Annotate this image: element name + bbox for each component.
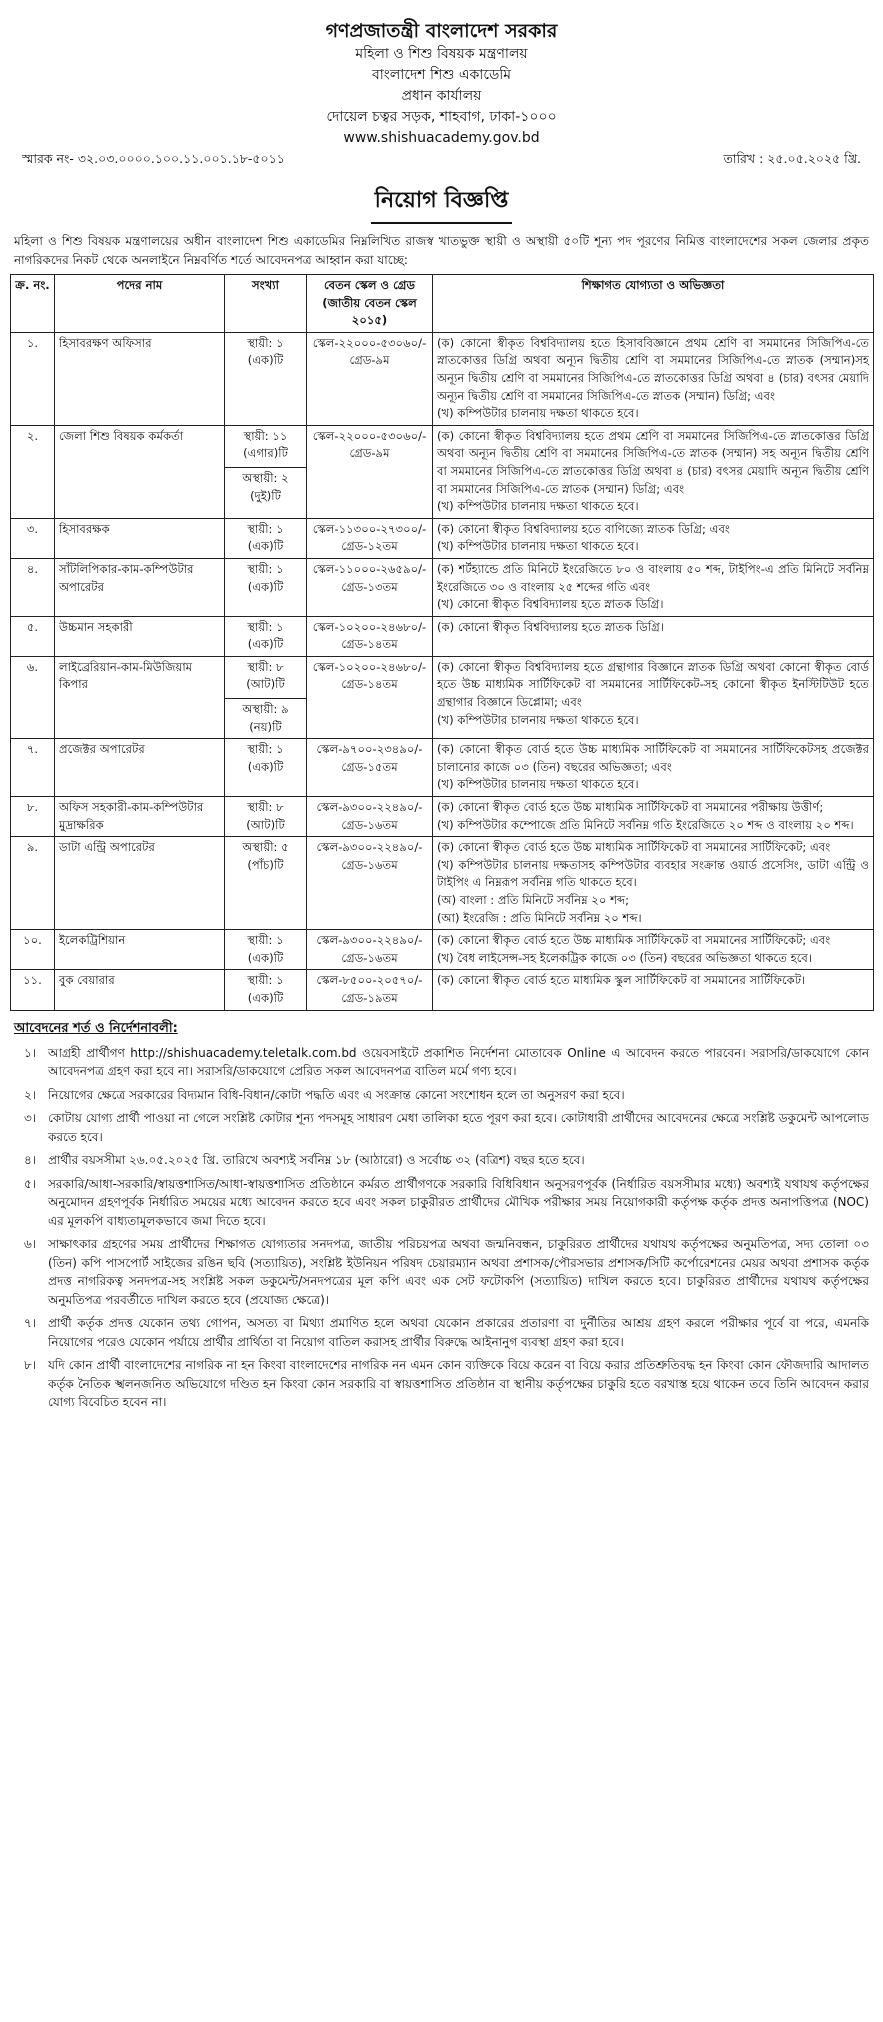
condition-number: ৮। xyxy=(24,1358,37,1373)
post-name-cell: ইলেকট্রিশিয়ান xyxy=(55,930,225,970)
condition-item xyxy=(14,1175,869,1231)
memo-row xyxy=(10,151,873,171)
serial-cell: ৭. xyxy=(11,739,55,797)
pay-scale-cell: স্কেল-১১৩০০-২৭৩০০/- গ্রেড-১২তম xyxy=(307,518,433,558)
quantity-cell xyxy=(225,656,307,738)
post-name-cell: অফিস সহকারী-কাম-কম্পিউটার মুদ্রাক্ষরিক xyxy=(55,797,225,837)
qualification-line: (খ) কোনো স্বীকৃত বিশ্ববিদ্যালয় হতে স্নাতক ডিগ্রি। xyxy=(437,597,664,612)
qualification-line: (খ) কম্পিউটার চালনায় দক্ষতা থাকতে হবে। xyxy=(437,499,639,514)
condition-item xyxy=(14,1356,869,1412)
serial-cell: ৮. xyxy=(11,797,55,837)
qualification-line: (খ) কম্পিউটার চালনায় দক্ষতাসহ কম্পিউটার ব্যবহার সংক্রান্ত ওয়ার্ড প্রসেসিং, ডাটা এন্ট্রি ও টাইপিং এ নিম্নরূপ সর্বনিম্ন গতি থাকতে হবে। xyxy=(437,857,869,890)
condition-number: ৬। xyxy=(24,1237,37,1252)
condition-text: নিয়োগের ক্ষেত্রে সরকারের বিদ্যমান বিধি-বিধান/কোটা পদ্ধতি এবং এ সংক্রান্ত কোনো সংশোধন হলে তা অনুসরণ করা হবে। xyxy=(48,1087,625,1102)
vacancy-table xyxy=(10,274,874,1011)
notice-title xyxy=(10,183,873,224)
qualification-cell xyxy=(433,970,874,1010)
quantity-cell xyxy=(225,739,307,797)
quantity-entry: অস্থায়ী: ৫ (পাঁচ)টি xyxy=(242,840,289,872)
condition-text: প্রার্থীর বয়সসীমা ২৬.০৫.২০২৫ খ্রি. তারিখে অবশ্যই সর্বনিম্ন ১৮ (আঠারো) ও সর্বোচ্চ ৩২ (বত্রিশ) বছর হতে হবে। xyxy=(48,1153,585,1168)
qualification-line: (খ) কম্পিউটার চালনায় দক্ষতা থাকতে হবে। xyxy=(437,539,639,554)
qualification-line: (ক) শর্টহ্যান্ডে প্রতি মিনিটে ইংরেজিতে ৮০ ও বাংলায় ৫০ শব্দ, টাইপিং-এ প্রতি মিনিটে সর্বনিম্ন ইংরেজিতে ৩০ ও বাংলায় ২৫ শব্দের গতি এবং xyxy=(437,561,869,594)
pay-scale-cell: স্কেল-৯৩০০-২২৪৯০/- গ্রেড-১৬তম xyxy=(307,837,433,930)
table-row xyxy=(11,616,874,656)
quantity-cell xyxy=(225,837,307,930)
qualification-line: (ক) কোনো স্বীকৃত বোর্ড হতে উচ্চ মাধ্যমিক সার্টিফিকেট বা সমমানের সার্টিফিকেট; এবং xyxy=(437,840,831,855)
table-header-row xyxy=(11,275,874,333)
pay-scale-cell: স্কেল-১১০০০-২৬৫৯০/- গ্রেড-১৩তম xyxy=(307,558,433,616)
quantity-entry: স্থায়ী: ১ (এক)টি xyxy=(247,521,284,554)
table-row xyxy=(11,837,874,930)
condition-text: আগ্রহী প্রার্থীগণ http://shishuacademy.teletalk.com.bd ওয়েবসাইটে প্রকাশিত নির্দেশনা মোতাবেক Online এ আবেদন করতে পারবেন। সরাসরি/ডাকযোগে কোন আবেদনপত্র গ্রহণ করা হবে না। সরাসরি/ডাকযোগে প্রেরিত সকল আবেদনপত্র বাতিল মর্মে গণ্য হবে। xyxy=(48,1045,869,1079)
quantity-entry: স্থায়ী: ১ (এক)টি xyxy=(247,561,284,594)
condition-item xyxy=(14,1314,869,1351)
quantity-entry: অস্থায়ী: ৯ (নয়)টি xyxy=(225,698,306,736)
qualification-cell xyxy=(433,425,874,518)
table-row xyxy=(11,970,874,1010)
pay-scale-cell: স্কেল-৮৫০০-২০৫৭০/- গ্রেড-১৯তম xyxy=(307,970,433,1010)
post-name-cell: লাইব্রেরিয়ান-কাম-মিউজিয়াম কিপার xyxy=(55,656,225,738)
qualification-cell xyxy=(433,616,874,656)
header-pay-scale: বেতন স্কেল ও গ্রেড (জাতীয় বেতন স্কেল ২০১৫) xyxy=(307,275,433,333)
quantity-entry: স্থায়ী: ১ (এক)টি xyxy=(247,933,284,965)
table-row xyxy=(11,797,874,837)
serial-cell: ৯. xyxy=(11,837,55,930)
post-name-cell: হিসাবরক্ষক xyxy=(55,518,225,558)
condition-text: সরকারি/আধা-সরকারি/স্বায়ত্তশাসিত/আধা-স্বায়ত্তশাসিত প্রতিষ্ঠানে কর্মরত প্রার্থীগণকে সরকারি বিধিবিধান অনুসরণপূর্বক (নির্ধারিত বয়সসীমার মধ্যে) অবশ্যই যথাযথ কর্তৃপক্ষের অনুমোদন গ্রহণপূর্বক নির্ধারিত সময়ের মধ্যে আবেদন করতে হবে এবং সকল চাকুরীরত প্রার্থীদের মৌখিক পরীক্ষার সময় নিয়োগকারী কর্তৃপক্ষ কর্তৃক প্রদত্ত অনাপত্তিপত্র (NOC) এর মূলকপি বাধ্যতামূলকভাবে জমা দিতে হবে। xyxy=(48,1176,869,1228)
qualification-line: (ক) কোনো স্বীকৃত বিশ্ববিদ্যালয় হতে স্নাতক ডিগ্রি। xyxy=(437,619,664,634)
quantity-cell xyxy=(225,425,307,518)
qualification-line: (ক) কোনো স্বীকৃত বিশ্ববিদ্যালয় হতে গ্রন্থাগার বিজ্ঞানে স্নাতক ডিগ্রি অথবা কোনো স্বীকৃত বোর্ড হতে উচ্চ মাধ্যমিক সার্টিফিকেট বা সমমানের সার্টিফিকেট-সহ কোনো স্বীকৃত ইনস্টিটিউট হতে গ্রন্থাগার বিজ্ঞানে ডিপ্লোমা; এবং xyxy=(437,659,869,710)
notice-title-text: নিয়োগ বিজ্ঞপ্তি xyxy=(371,183,513,224)
condition-item xyxy=(14,1044,869,1081)
vacancy-rows xyxy=(11,332,874,1010)
condition-text: প্রার্থী কর্তৃক প্রদত্ত যেকোন তথ্য গোপন, অসত্য বা মিথ্যা প্রমাণিত হলে অথবা যেকোন প্রকারের প্রতারণা বা দুর্নীতির আশ্রয় গ্রহণ করলে পরীক্ষার পূর্বে বা পরে, এমনকি নিয়োগের পরেও যেকোন পর্যায়ে প্রার্থীর প্রার্থিতা বা নিয়োগ বাতিল করাসহ প্রার্থীর বিরুদ্ধে আইনানুগ ব্যবস্থা গ্রহণ করা হবে। xyxy=(48,1316,869,1349)
pay-scale-cell: স্কেল-৯৩০০-২২৪৯০/- গ্রেড-১৬তম xyxy=(307,930,433,970)
quantity-entry: স্থায়ী: ৮ (আট)টি xyxy=(246,659,285,692)
table-row xyxy=(11,656,874,738)
condition-text: যদি কোন প্রার্থী বাংলাদেশের নাগরিক না হন কিংবা বাংলাদেশের নাগরিক নন এমন কোন ব্যক্তিকে বিয়ে করেন বা বিয়ে করার প্রতিশ্রুতিবদ্ধ হন কিংবা কোন ফৌজদারি আদালত কর্তৃক নৈতিক স্খলনজনিত অভিযোগে দণ্ডিত হন কিংবা কোন সরকারি বা স্বায়ত্তশাসিত প্রতিষ্ঠান বা স্থানীয় কর্তৃপক্ষের চাকুরি হতে বরখাস্ত হয়ে থাকেন তবে তিনি আবেদন করার যোগ্য বিবেচিত হবেন না। xyxy=(48,1358,869,1410)
qualification-cell xyxy=(433,332,874,425)
post-name-cell: সাঁটলিপিকার-কাম-কম্পিউটার অপারেটর xyxy=(55,558,225,616)
table-row xyxy=(11,739,874,797)
qualification-line: (ক) কোনো স্বীকৃত বোর্ড হতে উচ্চ মাধ্যমিক সার্টিফিকেট বা সমমানের পরীক্ষায় উত্তীর্ণ; xyxy=(437,800,824,815)
qualification-cell xyxy=(433,656,874,738)
quantity-entry: স্থায়ী: ১ (এক)টি xyxy=(247,335,284,368)
quantity-cell xyxy=(225,930,307,970)
qualification-line: (খ) কম্পিউটার চালনায় দক্ষতা থাকতে হবে। xyxy=(437,777,639,792)
qualification-line: (অ) বাংলা : প্রতি মিনিটে সর্বনিম্ন ২০ শব্দ; xyxy=(437,893,629,907)
qualification-line: (ক) কোনো স্বীকৃত বোর্ড হতে উচ্চ মাধ্যমিক সার্টিফিকেট বা সমমানের সার্টিফিকেট; এবং xyxy=(437,933,831,948)
intro-paragraph: মহিলা ও শিশু বিষয়ক মন্ত্রণালয়ের অধীন বাংলাদেশ শিশু একাডেমির নিম্নলিখিত রাজস্ব খাতভুক্ত স্থায়ী ও অস্থায়ী ৫০টি শূন্য পদ পূরণের নিমিত্ত বাংলাদেশের সকল জেলার প্রকৃত নাগরিকদের নিকট থেকে অনলাইনে নিম্নবর্ণিত শর্তে আবেদনপত্র আহ্বান করা যাচ্ছে: xyxy=(14,234,869,267)
qualification-line: (খ) কম্পিউটার চালনায় দক্ষতা থাকতে হবে। xyxy=(437,406,639,421)
condition-item xyxy=(14,1086,869,1105)
ministry-name: মহিলা ও শিশু বিষয়ক মন্ত্রণালয় xyxy=(355,46,528,62)
serial-cell: ২. xyxy=(11,425,55,518)
qualification-cell xyxy=(433,739,874,797)
quantity-cell xyxy=(225,616,307,656)
quantity-entry: স্থায়ী: ১ (এক)টি xyxy=(247,973,284,1005)
qualification-cell xyxy=(433,837,874,930)
pay-scale-cell: স্কেল-২২০০০-৫৩০৬০/- গ্রেড-৯ম xyxy=(307,332,433,425)
condition-number: ৪। xyxy=(24,1153,37,1168)
conditions-list xyxy=(10,1044,873,1412)
pay-scale-cell: স্কেল-২২০০০-৫৩০৬০/- গ্রেড-৯ম xyxy=(307,425,433,518)
table-row xyxy=(11,558,874,616)
serial-cell: ১. xyxy=(11,332,55,425)
post-name-cell: বুক বেয়ারার xyxy=(55,970,225,1010)
quantity-entry: স্থায়ী: ১১ (এগার)টি xyxy=(243,428,288,461)
qualification-line: (ক) কোনো স্বীকৃত বিশ্ববিদ্যালয় হতে বাণিজ্যে স্নাতক ডিগ্রি; এবং xyxy=(437,521,730,536)
header-post-name: পদের নাম xyxy=(55,275,225,333)
quantity-cell xyxy=(225,332,307,425)
condition-number: ১। xyxy=(24,1045,37,1060)
condition-item xyxy=(14,1151,869,1170)
conditions-heading: আবেদনের শর্ত ও নির্দেশনাবলী: xyxy=(14,1020,178,1036)
post-name-cell: জেলা শিশু বিষয়ক কর্মকর্তা xyxy=(55,425,225,518)
table-row xyxy=(11,930,874,970)
header-qualification: শিক্ষাগত যোগ্যতা ও অভিজ্ঞতা xyxy=(433,275,874,333)
qualification-line: (খ) বৈধ লাইসেন্স-সহ ইলেকট্রিক কাজে ০৩ (তিন) বছরের অভিজ্ঞতা থাকতে হবে। xyxy=(437,950,812,965)
quantity-cell xyxy=(225,518,307,558)
letterhead xyxy=(10,18,873,149)
qualification-cell xyxy=(433,558,874,616)
condition-text: কোটায় যোগ্য প্রার্থী পাওয়া না গেলে সংশ্লিষ্ট কোটার শূন্য পদসমূহ সাধারণ মেধা তালিকা হতে পূরণ করা হবে। কোটাধারী প্রার্থীদের আবেদনের ক্ষেত্রে সংশ্লিষ্ট ডকুমেন্ট আপলোড করতে হবে। xyxy=(48,1111,869,1144)
table-row xyxy=(11,425,874,518)
qualification-cell xyxy=(433,930,874,970)
condition-number: ৭। xyxy=(24,1316,37,1331)
qualification-line: (আ) ইংরেজি : প্রতি মিনিটে সর্বনিম্ন ২০ শব্দ। xyxy=(437,910,642,925)
serial-cell: ৫. xyxy=(11,616,55,656)
pay-scale-cell: স্কেল-১০২০০-২৪৬৮০/- গ্রেড-১৪তম xyxy=(307,656,433,738)
header-quantity: সংখ্যা xyxy=(225,275,307,333)
pay-scale-cell: স্কেল-৯৭০০-২৩৪৯০/- গ্রেড-১৫তম xyxy=(307,739,433,797)
post-name-cell: প্রজেক্টর অপারেটর xyxy=(55,739,225,797)
office-address: দোয়েল চত্বর সড়ক, শাহবাগ, ঢাকা-১০০০ xyxy=(326,109,557,125)
office-name: প্রধান কার্যালয় xyxy=(401,88,482,104)
serial-cell: ৪. xyxy=(11,558,55,616)
quantity-cell xyxy=(225,558,307,616)
qualification-line: (ক) কোনো স্বীকৃত বিশ্ববিদ্যালয় হতে হিসাববিজ্ঞানে প্রথম শ্রেণি বা সমমানের সিজিপিএ-তে স্নাতকোত্তর ডিগ্রি অথবা অন্যূন দ্বিতীয় শ্রেণি বা সমমানের সিজিপিএ-তে স্নাতক (সম্মান)সহ অন্যূন দ্বিতীয় শ্রেণি বা সমমানের সিজিপিএ-তে স্নাতকোত্তর ডিগ্রি অথবা ৪ (চার) বৎসর মেয়াদি অন্যূন দ্বিতীয় শ্রেণি বা সমমানের সিজিপিএ-তে স্নাতক (সম্মান) ডিগ্রি; এবং xyxy=(437,335,869,403)
condition-item xyxy=(14,1235,869,1309)
serial-cell: ১০. xyxy=(11,930,55,970)
quantity-cell xyxy=(225,797,307,837)
pay-scale-cell: স্কেল-১০২০০-২৪৬৮০/- গ্রেড-১৪তম xyxy=(307,616,433,656)
serial-cell: ৩. xyxy=(11,518,55,558)
table-row xyxy=(11,332,874,425)
quantity-entry: স্থায়ী: ৮ (আট)টি xyxy=(246,800,285,832)
table-row xyxy=(11,518,874,558)
issue-date: তারিখ : ২৫.০৫.২০২৫ খ্রি. xyxy=(723,151,861,166)
qualification-line: (ক) কোনো স্বীকৃত বোর্ড হতে উচ্চ মাধ্যমিক সার্টিফিকেট বা সমমানের সার্টিফিকেটসহ প্রজেক্টর চালানোর কাজে ০৩ (তিন) বছরের অভিজ্ঞতা; এবং xyxy=(437,742,869,774)
condition-text: সাক্ষাৎকার গ্রহণের সময় প্রার্থীদের শিক্ষাগত যোগ্যতার সনদপত্র, জাতীয় পরিচয়পত্র অথবা জন্মনিবন্ধন, চাকুরিরত প্রার্থীদের যথাযথ কর্তৃপক্ষের অনুমতিপত্র, সদ্য তোলা ০৩ (তিন) কপি পাসপোর্ট সাইজের রঙিন ছবি (সত্যায়িত), সংশ্লিষ্ট ইউনিয়ন পরিষদ চেয়ারম্যান অথবা প্রশাসক/পৌরসভার প্রশাসক/সিটি কর্পোরেশনের মেয়র অথবা প্রশাসক কর্তৃক প্রদত্ত নাগরিকত্ব সনদপত্র-সহ সংশ্লিষ্ট সকল ডকুমেন্ট/সনদপত্রের মূল কপি এবং এক সেট ফটোকপি (সত্যায়িত) দাখিল করতে হবে। চাকুরিরত প্রার্থীদের যথাযথ কর্তৃপক্ষের অনুমতিপত্র পরবর্তীতে দাখিল করতে হবে (প্রযোজ্য ক্ষেত্রে)। xyxy=(48,1237,869,1307)
condition-number: ২। xyxy=(24,1087,37,1102)
post-name-cell: উচ্চমান সহকারী xyxy=(55,616,225,656)
pay-scale-cell: স্কেল-৯৩০০-২২৪৯০/- গ্রেড-১৬তম xyxy=(307,797,433,837)
serial-cell: ৬. xyxy=(11,656,55,738)
government-name: গণপ্রজাতন্ত্রী বাংলাদেশ সরকার xyxy=(325,20,558,42)
quantity-entry: অস্থায়ী: ২ (দুই)টি xyxy=(225,467,306,505)
organization-name: বাংলাদেশ শিশু একাডেমি xyxy=(371,67,512,83)
post-name-cell: ডাটা এন্ট্রি অপারেটর xyxy=(55,837,225,930)
post-name-cell: হিসাবরক্ষণ অফিসার xyxy=(55,332,225,425)
qualification-line: (ক) কোনো স্বীকৃত বিশ্ববিদ্যালয় হতে প্রথম শ্রেণি বা সমমানের সিজিপিএ-তে স্নাতকোত্তর ডিগ্রি অথবা অন্যূন দ্বিতীয় শ্রেণি বা সমমানের সিজিপিএ-তে স্নাতক (সম্মান) সহ অন্যূন দ্বিতীয় শ্রেণি বা সমমানের সিজিপিএ-তে স্নাতকোত্তর ডিগ্রি অথবা ৪ (চার) বৎসর মেয়াদি অন্যূন দ্বিতীয় শ্রেণি বা সমমানের সিজিপিএ-তে স্নাতক (সম্মান) ডিগ্রি; এবং xyxy=(437,428,869,496)
qualification-line: (খ) কম্পিউটার কম্পোজে প্রতি মিনিটে সর্বনিম্ন গতি ইংরেজিতে ২০ শব্দ ও বাংলায় ২০ শব্দ। xyxy=(437,817,854,832)
quantity-cell xyxy=(225,970,307,1010)
quantity-entry: স্থায়ী: ১ (এক)টি xyxy=(247,619,284,652)
quantity-entry: স্থায়ী: ১ (এক)টি xyxy=(247,742,284,774)
condition-number: ৫। xyxy=(24,1176,37,1191)
condition-item xyxy=(14,1109,869,1146)
memo-number: স্মারক নং- ৩২.০৩.০০০০.১০০.১১.০০১.১৮-৫০১১ xyxy=(22,151,285,166)
qualification-line: (ক) কোনো স্বীকৃত বোর্ড হতে মাধ্যমিক স্কুল সার্টিফিকেট বা সমমানের সার্টিফিকেট। xyxy=(437,973,806,988)
header-serial: ক্র. নং. xyxy=(11,275,55,333)
qualification-line: (খ) কম্পিউটার চালনায় দক্ষতা থাকতে হবে। xyxy=(437,712,639,727)
website-link[interactable]: www.shishuacademy.gov.bd xyxy=(343,130,540,146)
condition-number: ৩। xyxy=(24,1111,37,1126)
serial-cell: ১১. xyxy=(11,970,55,1010)
qualification-cell xyxy=(433,518,874,558)
qualification-cell xyxy=(433,797,874,837)
